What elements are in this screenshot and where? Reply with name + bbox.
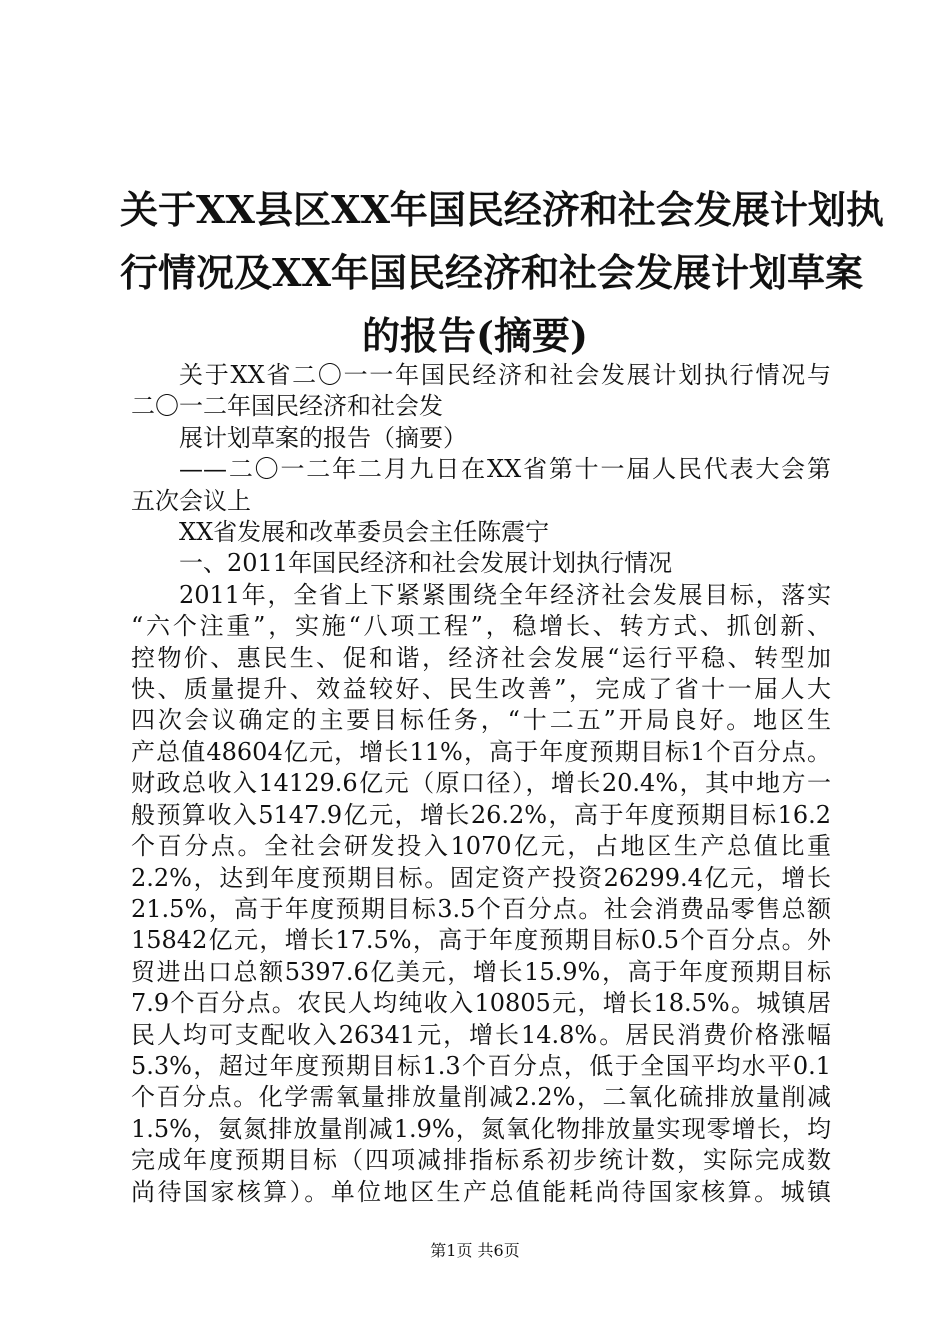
body-line: 个百分点。化学需氧量排放量削减2.2%，二氧化硫排放量削减 [131, 1083, 831, 1112]
body-line: 展计划草案的报告（摘要） [179, 423, 467, 452]
body-line: 四次会议确定的主要目标任务，“十二五”开局良好。地区生 [131, 706, 831, 735]
body-line: 个百分点。全社会研发投入1070亿元，占地区生产总值比重 [131, 832, 831, 861]
body-line: 尚待国家核算）。单位地区生产总值能耗尚待国家核算。城镇 [131, 1177, 831, 1206]
body-line: 二〇一二年国民经济和社会发 [131, 392, 443, 421]
body-line: 2011年，全省上下紧紧围绕全年经济社会发展目标，落实 [179, 580, 831, 609]
body-line: ——二〇一二年二月九日在XX省第十一届人民代表大会第 [179, 455, 831, 484]
body-line: 关于XX省二〇一一年国民经济和社会发展计划执行情况与 [179, 361, 831, 389]
body-line: 般预算收入5147.9亿元，增长26.2%，高于年度预期目标16.2 [131, 800, 831, 829]
document-body [131, 360, 831, 1208]
page-footer: 第1页 共6页 [430, 1241, 520, 1260]
body-line: 7.9个百分点。农民人均纯收入10805元，增长18.5%。城镇居 [131, 989, 831, 1018]
body-line: XX省发展和改革委员会主任陈震宁 [179, 518, 550, 547]
document-title [120, 178, 884, 367]
body-line: 控物价、惠民生、促和谐，经济社会发展“运行平稳、转型加 [131, 643, 831, 672]
body-line: “六个注重”，实施“八项工程”，稳增长、转方式、抓创新、 [131, 612, 831, 641]
body-line: 1.5%，氨氮排放量削减1.9%，氮氧化物排放量实现零增长，均 [131, 1114, 831, 1143]
body-line: 一、2011年国民经济和社会发展计划执行情况 [179, 549, 673, 578]
title-line: 关于XX县区XX年国民经济和社会发展计划执 [120, 187, 884, 232]
body-line: 财政总收入14129.6亿元（原口径），增长20.4%，其中地方一 [131, 769, 831, 798]
body-line: 15842亿元，增长17.5%，高于年度预期目标0.5个百分点。外 [131, 926, 831, 955]
title-line: 行情况及XX年国民经济和社会发展计划草案 [120, 250, 863, 295]
body-line: 快、质量提升、效益较好、民生改善”，完成了省十一届人大 [131, 675, 831, 704]
body-line: 产总值48604亿元，增长11%，高于年度预期目标1个百分点。 [131, 737, 831, 766]
title-line: 的报告(摘要) [362, 313, 588, 358]
body-line: 21.5%，高于年度预期目标3.5个百分点。社会消费品零售总额 [131, 894, 831, 923]
body-line: 贸进出口总额5397.6亿美元，增长15.9%，高于年度预期目标 [131, 957, 831, 986]
body-line: 五次会议上 [131, 486, 251, 515]
body-line: 民人均可支配收入26341元，增长14.8%。居民消费价格涨幅 [131, 1020, 831, 1049]
body-line: 完成年度预期目标（四项减排指标系初步统计数，实际完成数 [131, 1146, 831, 1175]
body-line: 5.3%，超过年度预期目标1.3个百分点，低于全国平均水平0.1 [131, 1051, 831, 1080]
body-line: 2.2%，达到年度预期目标。固定资产投资26299.4亿元，增长 [131, 863, 831, 892]
